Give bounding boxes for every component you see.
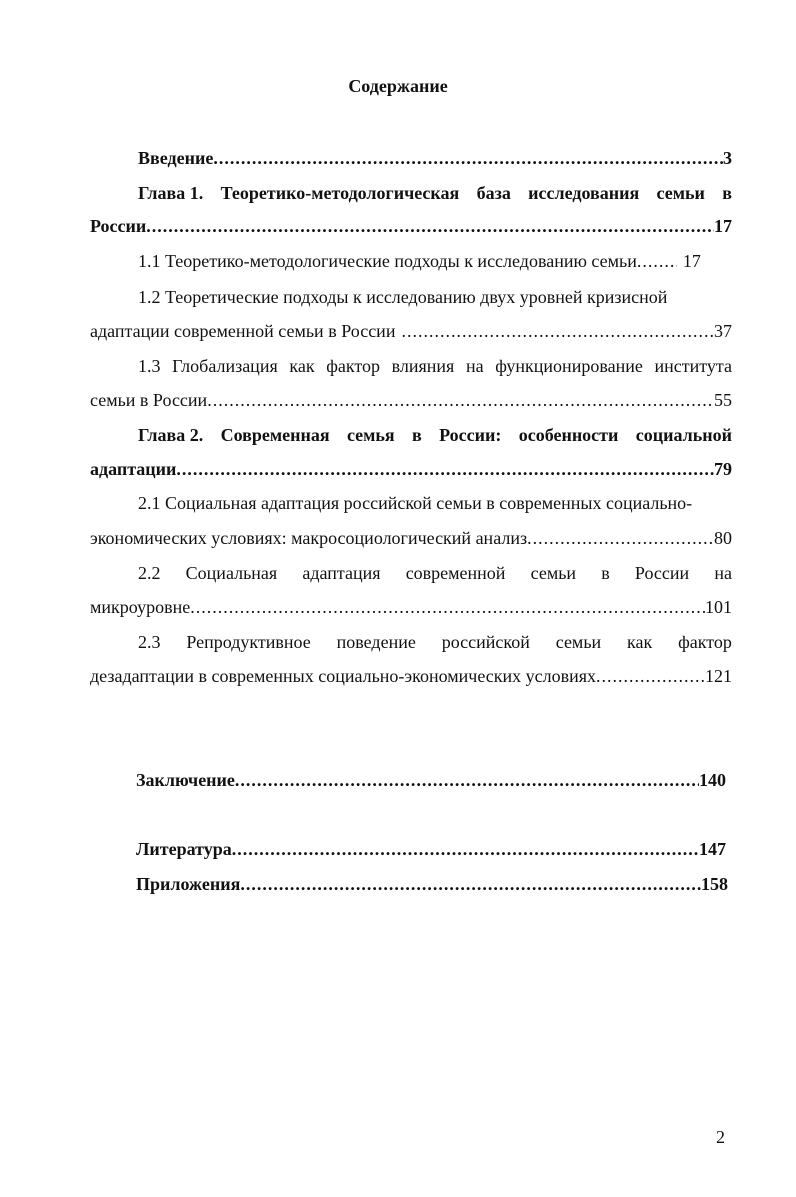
page-number: 2	[716, 1127, 725, 1147]
toc-word: исследования	[528, 183, 640, 203]
toc-word: особенности	[518, 425, 619, 445]
toc-word: современной	[405, 563, 506, 583]
toc-word: фактор	[678, 632, 732, 652]
toc-word: 1.3	[138, 356, 161, 376]
toc-word: семьи	[656, 183, 705, 203]
toc-word: 2.2	[138, 563, 161, 583]
toc-word: Глобализация	[172, 356, 278, 376]
page-title: Содержание	[348, 76, 448, 96]
toc-word: поведение	[336, 632, 416, 652]
toc-word: база	[476, 183, 511, 203]
toc-leader-dots	[596, 663, 705, 689]
toc-page: 17	[682, 251, 701, 271]
toc-entry-chapter2-line1[interactable]	[138, 422, 732, 448]
toc-word: Глава 2.	[138, 425, 204, 445]
toc-page: 37	[714, 321, 732, 341]
toc-leader-dots	[176, 456, 714, 482]
toc-label: дезадаптации в современных социально-экономических условиях	[90, 666, 597, 686]
toc-entry-appendices[interactable]	[136, 871, 728, 897]
toc-word: в	[722, 183, 732, 203]
toc-entry-2-2-line1[interactable]	[138, 560, 732, 586]
toc-leader-dots	[240, 871, 701, 897]
toc-word: Социальная	[185, 563, 278, 583]
toc-entry-chapter1-line2[interactable]	[90, 213, 732, 239]
toc-label: 1.1 Теоретико-методологические подходы к исследованию семьи	[138, 251, 637, 271]
toc-word: Глава 1.	[138, 183, 204, 203]
toc-leader-dots	[527, 525, 714, 551]
toc-word: в	[412, 425, 422, 445]
toc-entry-2-1-line1[interactable]	[138, 490, 732, 516]
toc-entry-1-1[interactable]	[138, 248, 732, 274]
toc-entry-chapter1-line1[interactable]	[138, 180, 732, 206]
toc-entry-chapter2-line2[interactable]	[90, 456, 732, 482]
toc-page: 55	[714, 390, 732, 410]
toc-word: на	[465, 356, 484, 376]
toc-entry-2-3-line1[interactable]	[138, 629, 732, 655]
toc-label: 2.1 Социальная адаптация российской семьи в современных социально-	[138, 493, 693, 513]
toc-label: Введение	[138, 148, 214, 168]
toc-label: Заключение	[136, 770, 235, 790]
toc-page: 3	[723, 148, 732, 168]
toc-leader-dots	[637, 248, 677, 274]
toc-word: как	[289, 356, 315, 376]
toc-word: социальной	[635, 425, 732, 445]
toc-page: 140	[699, 770, 726, 790]
toc-word: института	[654, 356, 732, 376]
toc-label: России	[90, 216, 147, 236]
toc-page: 79	[714, 459, 732, 479]
toc-label: адаптации	[90, 459, 177, 479]
toc-entry-2-1-line2[interactable]	[90, 525, 732, 551]
toc-label: Литература	[136, 839, 232, 859]
toc-entry-1-2-line2[interactable]	[90, 318, 732, 344]
toc-word: семьи	[555, 632, 602, 652]
toc-word: Репродуктивное	[186, 632, 311, 652]
toc-entry-literature[interactable]	[136, 836, 726, 862]
toc-leader-dots	[213, 145, 723, 171]
toc-label: адаптации современной семьи в России	[90, 321, 396, 341]
toc-label: микроуровне	[90, 597, 191, 617]
toc-word: Современная	[220, 425, 330, 445]
toc-entry-1-3-line1[interactable]	[138, 353, 732, 379]
toc-page: 121	[705, 666, 732, 686]
toc-label: Приложения	[136, 874, 241, 894]
toc-word: влияния	[391, 356, 455, 376]
toc-leader-dots	[207, 387, 714, 413]
toc-label: 1.2 Теоретические подходы к исследованию двух уровней кризисной	[138, 287, 668, 307]
toc-page: 80	[714, 528, 732, 548]
toc-label: экономических условиях: макросоциологический анализ	[90, 528, 528, 548]
toc-word: России	[634, 563, 690, 583]
toc-word: фактор	[326, 356, 380, 376]
toc-word: Теоретико-методологическая	[220, 183, 460, 203]
toc-word: как	[627, 632, 653, 652]
toc-word: России:	[439, 425, 502, 445]
toc-entry-conclusion[interactable]	[136, 767, 726, 793]
toc-word: в	[601, 563, 610, 583]
toc-page: 147	[699, 839, 726, 859]
toc-word: адаптация	[302, 563, 381, 583]
toc-page: 158	[701, 874, 728, 894]
toc-page: 17	[714, 216, 732, 236]
toc-entry-2-3-line2[interactable]	[90, 663, 732, 689]
toc-word: на	[714, 563, 732, 583]
toc-word: функционирование	[495, 356, 643, 376]
toc-page: 101	[705, 597, 732, 617]
toc-leader-dots	[401, 318, 714, 344]
toc-leader-dots	[232, 836, 699, 862]
toc-entry-2-2-line2[interactable]	[90, 594, 732, 620]
toc-entry-1-2-line1[interactable]	[138, 284, 732, 310]
toc-word: российской	[441, 632, 530, 652]
toc-label: семьи в России	[90, 390, 208, 410]
toc-leader-dots	[190, 594, 705, 620]
toc-word: семьи	[530, 563, 577, 583]
toc-entry-intro[interactable]	[138, 145, 732, 171]
toc-word: 2.3	[138, 632, 161, 652]
toc-entry-1-3-line2[interactable]	[90, 387, 732, 413]
toc-leader-dots	[146, 213, 714, 239]
toc-word: семья	[346, 425, 395, 445]
toc-leader-dots	[235, 767, 699, 793]
